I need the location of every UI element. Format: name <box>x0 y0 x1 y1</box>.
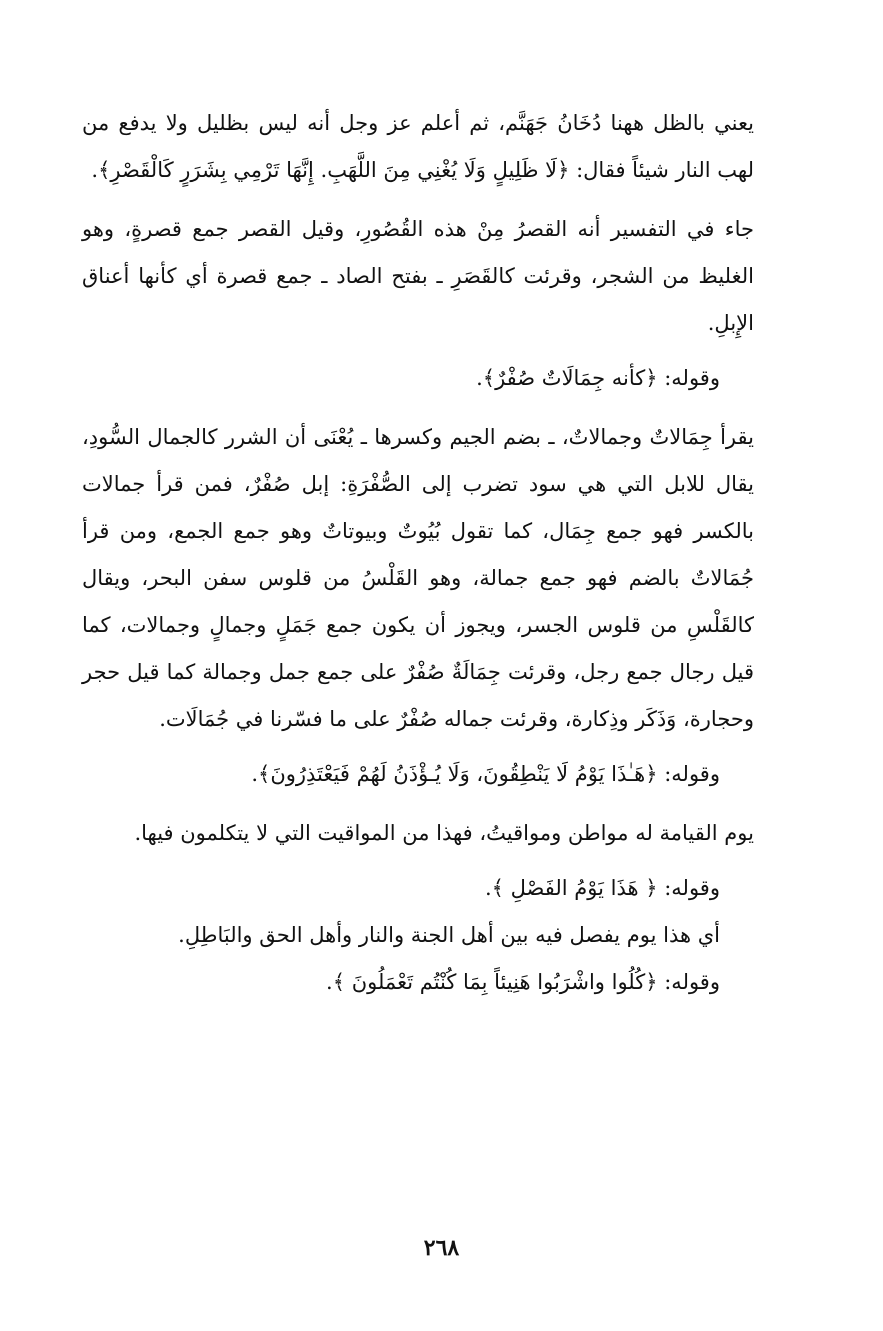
page-body <box>82 100 754 1006</box>
quote-verse-4: وقوله: ﴿كُلُوا واشْرَبُوا هَنِيئاً بِمَا كُنْتُم تَعْمَلُونَ ﴾. <box>326 970 720 994</box>
paragraph-1: يعني بالظل ههنا دُخَانُ جَهَنَّم، ثم أعلم عز وجل أنه ليس بظليل ولا يدفع من لهب النار شيئاً فقال: ﴿لَا ظَلِيلٍ وَلَا يُغْنِي مِنَ اللَّهَبِ. إِنَّهَا تَرْمِي بِشَرَرٍ كَالْقَصْرِ﴾. <box>82 111 754 182</box>
page-number: ٢٦٨ <box>423 1235 460 1261</box>
paragraph-2: جاء في التفسير أنه القصرُ مِنْ هذه القُصُورِ، وقيل القصر جمع قصرةٍ، وهو الغليظ من الشجر، وقرئت كالقَصَرِ ـ بفتح الصاد ـ جمع قصرة أي كأنها أعناق الإِبلِ. <box>82 217 754 335</box>
paragraph-4: يوم القيامة له مواطن ومواقيتُ، فهذا من المواقيت التي لا يتكلمون فيها. <box>134 821 754 845</box>
quote-verse-3: وقوله: ﴿ هَذَا يَوْمُ الفَصْلِ ﴾. <box>484 876 720 900</box>
quote-verse-2: وقوله: ﴿هَـٰذَا يَوْمُ لَا يَنْطِقُونَ، وَلَا يُـؤْذَنُ لَهُمْ فَيَعْتَذِرُونَ﴾. <box>251 762 720 786</box>
explanation-line: أي هذا يوم يفصل فيه بين أهل الجنة والنار وأهل الحق والبَاطِلِ. <box>178 923 720 947</box>
paragraph-3: يقرأ جِمَالاتٌ وجمالاتٌ، ـ بضم الجيم وكسرها ـ يُعْنَى أن الشرر كالجمال السُّودِ، يقال للابل التي هي سود تضرب إلى الصُّفْرَةِ: إبل صُفْرٌ، فمن قرأ جمالات بالكسر فهو جمع جِمَال، كما تقول بُيُوتٌ وبيوتاتٌ وهو جمع الجمع، ومن قرأ جُمَالاتٌ بالضم فهو جمع جمالة، وهو القَلْسُ من قلوس سفن البحر، ويقال كالقَلْسِ من قلوس الجسر، ويجوز أن يكون جمع جَمَلٍ وجمالٍ وجمالات، كما قيل رجال جمع رجل، وقرئت جِمَالَةٌ صُفْرٌ على جمع جمل وجمالة كما قيل حجر وحجارة، وَذَكَر وذِكارة، وقرئت جماله صُفْرٌ على ما فسّرنا في جُمَالَات. <box>82 425 754 731</box>
quote-verse-1: وقوله: ﴿كأنه جِمَالَاتٌ صُفْرٌ﴾. <box>476 366 720 390</box>
